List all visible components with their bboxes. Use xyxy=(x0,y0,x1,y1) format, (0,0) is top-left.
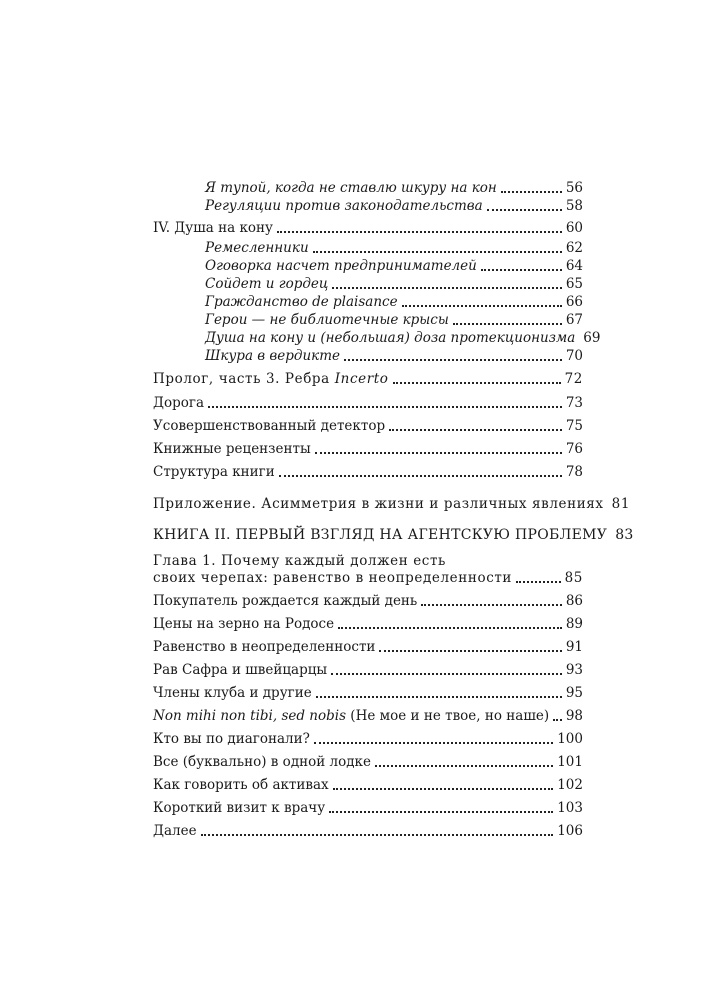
toc-chapter-title-line1: Глава 1. Почему каждый должен есть xyxy=(153,553,446,569)
dot-leader xyxy=(379,650,561,652)
dot-leader xyxy=(201,834,554,836)
toc-entry-title: Герои — не библиотечные крысы xyxy=(205,312,449,328)
dot-leader xyxy=(516,581,561,583)
toc-entry xyxy=(153,593,583,609)
toc-entry xyxy=(205,312,583,328)
toc-entry xyxy=(205,240,583,256)
dot-leader xyxy=(313,251,562,253)
toc-entry-title: Структура книги xyxy=(153,464,275,480)
toc-entry-page: 78 xyxy=(565,464,583,480)
toc-entry xyxy=(153,685,583,701)
dot-leader xyxy=(553,719,562,721)
toc-entry-title: Далее xyxy=(153,823,197,839)
dot-leader xyxy=(315,452,562,454)
toc-entry-page: 56 xyxy=(565,180,583,196)
toc-entry xyxy=(153,823,583,839)
toc-entry xyxy=(153,662,583,678)
toc-part-entry xyxy=(153,220,583,236)
toc-entry-page: 62 xyxy=(565,240,583,256)
toc-prologue-entry xyxy=(153,371,583,387)
toc-entry-title: Равенство в неопределенности xyxy=(153,639,376,655)
toc-entry-title: Оговорка насчет предпринимателей xyxy=(205,258,477,274)
toc-appendix-entry xyxy=(153,496,631,512)
toc-entry-page: 66 xyxy=(565,294,583,310)
toc-entry-title: Члены клуба и другие xyxy=(153,685,312,701)
dot-leader xyxy=(393,382,561,384)
toc-entry xyxy=(205,330,601,346)
toc-entry-page: 86 xyxy=(565,593,583,609)
toc-entry-title: Как говорить об активах xyxy=(153,777,329,793)
toc-entry xyxy=(153,639,583,655)
dot-leader xyxy=(375,765,553,767)
toc-entry xyxy=(153,395,583,411)
toc-entry-title: Шкура в вердикте xyxy=(205,348,341,364)
toc-entry-title: Приложение. Асимметрия в жизни и различных явлениях xyxy=(153,496,604,512)
toc-entry-page: 103 xyxy=(557,800,583,816)
toc-entry xyxy=(153,464,583,480)
toc-entry xyxy=(153,777,583,793)
toc-entry-title: Душа на кону и (небольшая) доза протекционизма xyxy=(205,330,576,346)
toc-entry xyxy=(205,180,583,196)
toc-entry-title-italic: Incerto xyxy=(334,371,389,387)
toc-entry xyxy=(153,616,583,632)
toc-entry-page: 70 xyxy=(565,348,583,364)
toc-entry-page: 76 xyxy=(565,441,583,457)
toc-entry-page: 75 xyxy=(565,418,583,434)
toc-entry xyxy=(153,708,583,724)
toc-entry-page: 67 xyxy=(565,312,583,328)
toc-entry-page: 91 xyxy=(565,639,583,655)
toc-entry-page: 101 xyxy=(557,754,583,770)
toc-entry xyxy=(205,258,583,274)
toc-entry-page: 81 xyxy=(611,496,631,512)
dot-leader xyxy=(487,209,562,211)
dot-leader xyxy=(453,323,562,325)
toc-entry xyxy=(153,800,583,816)
toc-entry-title-roman: (Не мое и не твое, но наше) xyxy=(346,708,550,724)
toc-entry-title: Гражданство de plaisance xyxy=(205,294,398,310)
toc-entry-page: 64 xyxy=(565,258,583,274)
toc-entry-title: Дорога xyxy=(153,395,204,411)
toc-entry-title: Кто вы по диагонали? xyxy=(153,731,310,747)
toc-entry-title: Регуляции против законодательства xyxy=(205,198,483,214)
toc-entry-page: 65 xyxy=(565,276,583,292)
toc-entry-page: 73 xyxy=(565,395,583,411)
toc-entry xyxy=(153,418,583,434)
dot-leader xyxy=(208,406,562,408)
toc-entry-page: 60 xyxy=(565,220,583,236)
toc-entry xyxy=(205,294,583,310)
dot-leader xyxy=(501,191,562,193)
toc-entry xyxy=(205,276,583,292)
toc-entry-title: Цены на зерно на Родосе xyxy=(153,616,335,632)
dot-leader xyxy=(316,696,562,698)
toc-entry-page: 102 xyxy=(557,777,583,793)
dot-leader xyxy=(421,604,562,606)
toc-entry-title: своих черепах: равенство в неопределенности xyxy=(153,570,513,586)
toc-entry-page: 93 xyxy=(565,662,583,678)
toc-entry-title-italic: Non mihi non tibi, sed nobis xyxy=(153,708,347,724)
toc-entry xyxy=(205,198,583,214)
dot-leader xyxy=(331,673,562,675)
toc-entry-title: Усовершенствованный детектор xyxy=(153,418,386,434)
toc-book-entry xyxy=(153,527,634,543)
dot-leader xyxy=(344,359,562,361)
toc-entry xyxy=(153,441,583,457)
toc-entry-page: 69 xyxy=(583,330,601,346)
toc-entry-title: Книжные рецензенты xyxy=(153,441,311,457)
toc-entry-title: Я тупой, когда не ставлю шкуру на кон xyxy=(205,180,497,196)
toc-entry-page: 106 xyxy=(557,823,583,839)
toc-entry-page: 95 xyxy=(565,685,583,701)
toc-entry xyxy=(153,731,583,747)
toc-entry-page: 58 xyxy=(565,198,583,214)
dot-leader xyxy=(481,269,562,271)
dot-leader xyxy=(329,811,553,813)
toc-entry-page: 85 xyxy=(564,570,583,586)
toc-entry-page: 100 xyxy=(557,731,583,747)
toc-entry-page: 72 xyxy=(564,371,583,387)
dot-leader xyxy=(402,305,562,307)
dot-leader xyxy=(279,475,562,477)
dot-leader xyxy=(389,429,562,431)
toc-entry-title: Все (буквально) в одной лодке xyxy=(153,754,371,770)
toc-entry xyxy=(205,348,583,364)
dot-leader xyxy=(314,742,553,744)
toc-chapter-entry xyxy=(153,570,583,586)
toc-entry-title: Сойдет и гордец xyxy=(205,276,329,292)
toc-entry-page: 98 xyxy=(565,708,583,724)
toc-entry-title: Покупатель рождается каждый день xyxy=(153,593,418,609)
toc-entry-title: IV. Душа на кону xyxy=(153,220,273,236)
toc-entry-title: Рав Сафра и швейцарцы xyxy=(153,662,328,678)
dot-leader xyxy=(332,287,561,289)
toc-entry-title xyxy=(153,708,549,724)
toc-entry-title: КНИГА II. ПЕРВЫЙ ВЗГЛЯД НА АГЕНТСКУЮ ПРОБЛЕМУ xyxy=(153,527,608,543)
toc-entry-title: Короткий визит к врачу xyxy=(153,800,326,816)
toc-entry-title xyxy=(153,371,389,387)
toc-entry xyxy=(153,754,583,770)
dot-leader xyxy=(333,788,554,790)
toc-entry-page: 83 xyxy=(615,527,634,543)
dot-leader xyxy=(277,231,562,233)
toc-entry-page: 89 xyxy=(565,616,583,632)
toc-entry-title-roman: Пролог, часть 3. Ребра xyxy=(153,371,330,387)
toc-entry-title: Ремесленники xyxy=(205,240,309,256)
dot-leader xyxy=(338,627,562,629)
